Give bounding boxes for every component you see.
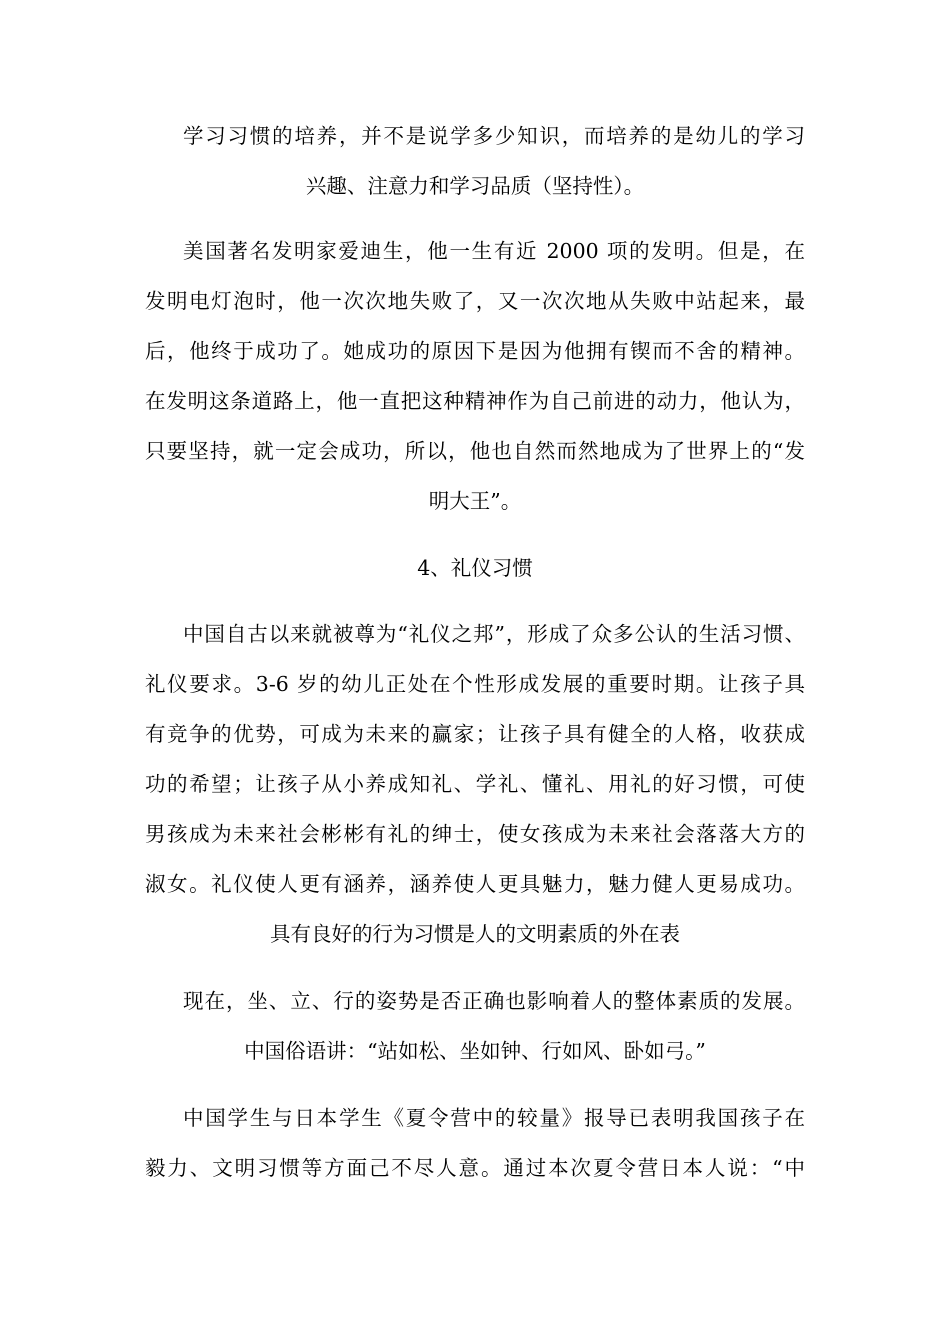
text-line: 兴趣、注意力和学习品质（坚持性）。 [305,174,645,198]
text-line: 中国学生与日本学生《夏令营中的较量》报导已表明我国孩子在 [183,1106,805,1130]
section-heading: 4、礼仪习惯 [417,556,533,580]
text-line: 中国自古以来就被尊为“礼仪之邦”，形成了众多公认的生活习惯、 [183,622,805,646]
text-line: 礼仪要求。3-6 岁的幼儿正处在个性形成发展的重要时期。让孩子具 [145,672,805,696]
text-line: 学习习惯的培养，并不是说学多少知识，而培养的是幼儿的学习 [183,124,805,148]
text-line: 发明电灯泡时，他一次次地失败了，又一次次地从失败中站起来，最 [145,289,805,313]
text-line: 功的希望；让孩子从小养成知礼、学礼、懂礼、用礼的好习惯，可使 [145,772,805,796]
text-line: 具有良好的行为习惯是人的文明素质的外在表 [270,922,680,946]
text-line: 毅力、文明习惯等方面己不尽人意。通过本次夏令营日本人说：“中 [145,1156,805,1180]
text-line: 现在，坐、立、行的姿势是否正确也影响着人的整体素质的发展。 [183,989,805,1013]
text-line: 后，他终于成功了。她成功的原因下是因为他拥有锲而不舍的精神。 [145,339,805,363]
text-line: 有竞争的优势，可成为未来的赢家；让孩子具有健全的人格，收获成 [145,722,805,746]
text-line: 淑女。礼仪使人更有涵养，涵养使人更具魅力，魅力健人更易成功。 [145,872,805,896]
text-line: 明大王”。 [428,489,522,513]
text-line: 美国著名发明家爱迪生，他一生有近 2000 项的发明。但是，在 [183,239,805,263]
text-line: 男孩成为未来社会彬彬有礼的绅士，使女孩成为未来社会落落大方的 [145,822,805,846]
text-line: 在发明这条道路上，他一直把这种精神作为自己前进的动力，他认为， [145,389,805,413]
text-line: 只要坚持，就一定会成功，所以，他也自然而然地成为了世界上的“发 [145,439,805,463]
text-line: 中国俗语讲：“站如松、坐如钟、行如风、卧如弓。” [244,1039,706,1063]
